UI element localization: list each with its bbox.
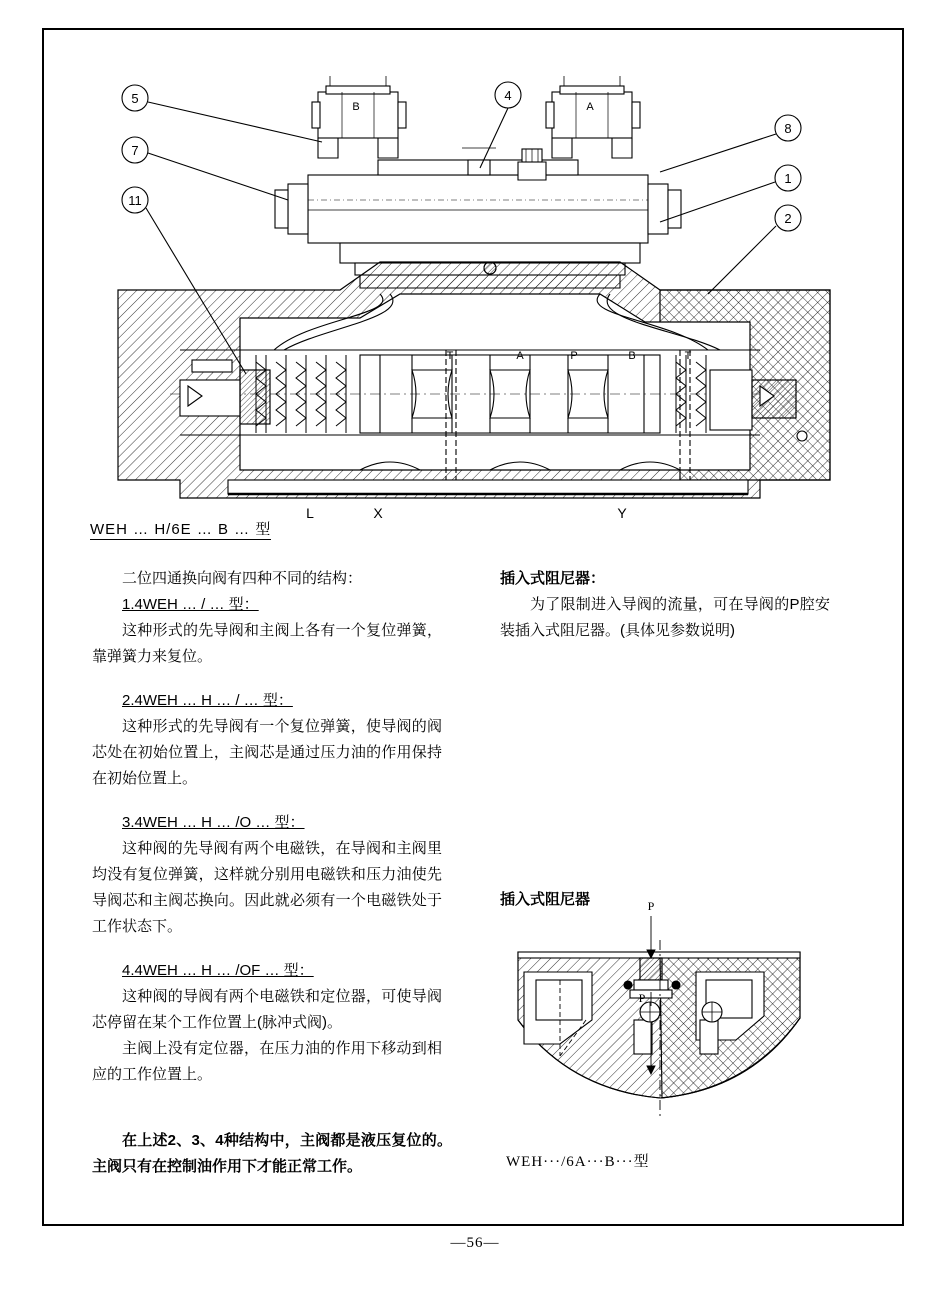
svg-text:B: B bbox=[628, 350, 636, 362]
svg-text:Y: Y bbox=[617, 505, 627, 521]
callout-4: 4 bbox=[504, 88, 512, 103]
callout-8: 8 bbox=[784, 121, 792, 136]
final-note-text: 在上述2、3、4种结构中，主阀都是液压复位的。主阀只有在控制油作用下才能正常工作。 bbox=[92, 1132, 452, 1175]
callout-1: 1 bbox=[784, 171, 792, 186]
svg-text:T: T bbox=[446, 350, 454, 362]
svg-text:L: L bbox=[306, 505, 314, 521]
right-body: 为了限制进入导阀的流量，可在导阀的P腔安装插入式阻尼器。(具体见参数说明) bbox=[500, 596, 830, 639]
damper-figure-title: 插入式阻尼器 bbox=[500, 891, 591, 908]
callout-11: 11 bbox=[128, 193, 142, 208]
callout-2: 2 bbox=[784, 211, 792, 226]
page-number: —56— bbox=[450, 1235, 500, 1251]
damper-figure-caption: WEH···/6A···B···型 bbox=[506, 1154, 650, 1170]
svg-text:P: P bbox=[570, 350, 578, 362]
main-figure-caption bbox=[90, 518, 271, 539]
extra-paragraph: 主阀上没有定位器，在压力油的作用下移动到相应的工作位置上。 bbox=[92, 1040, 442, 1083]
right-heading: 插入式阻尼器： bbox=[500, 570, 606, 587]
damper-label-P-inner: P bbox=[638, 991, 646, 1005]
spacer bbox=[92, 792, 442, 810]
item-1-body: 这种形式的先导阀和主阀上各有一个复位弹簧，靠弹簧力来复位。 bbox=[92, 622, 442, 665]
item-3-title: 3.4WEH … H … /O … 型： bbox=[122, 814, 305, 831]
item-1-title: 1.4WEH … / … 型： bbox=[122, 596, 259, 613]
spacer bbox=[92, 670, 442, 688]
item-2-body: 这种形式的先导阀有一个复位弹簧，使导阀的阀芯处在初始位置上，主阀芯是通过压力油的作用保持在初始位置上。 bbox=[92, 718, 442, 787]
item-2-title: 2.4WEH … H … / … 型： bbox=[122, 692, 293, 709]
svg-text:B: B bbox=[352, 101, 360, 113]
spacer bbox=[92, 940, 442, 958]
item-4-title: 4.4WEH … H … /OF … 型： bbox=[122, 962, 314, 979]
svg-text:A: A bbox=[586, 101, 594, 113]
item-3-body: 这种阀的先导阀有两个电磁铁，在导阀和主阀里均没有复位弹簧，这样就分别用电磁铁和压力油使先导阀芯和主阀芯换向。因此就必须有一个电磁铁处于工作状态下。 bbox=[92, 840, 442, 935]
item-4-body: 这种阀的导阀有两个电磁铁和定位器，可使导阀芯停留在某个工作位置上(脉冲式阀)。 bbox=[92, 988, 442, 1031]
main-valve-cross-section-figure bbox=[60, 50, 890, 530]
svg-text:X: X bbox=[373, 505, 383, 521]
final-note bbox=[92, 1128, 452, 1180]
svg-text:T: T bbox=[684, 350, 692, 362]
damper-label-P-top: P bbox=[647, 899, 655, 913]
left-text-column bbox=[92, 566, 442, 1088]
callout-7: 7 bbox=[131, 143, 139, 158]
callout-5: 5 bbox=[131, 91, 139, 106]
right-text-column bbox=[500, 566, 830, 644]
insert-damper-figure bbox=[500, 880, 830, 1140]
svg-text:A: A bbox=[516, 350, 524, 362]
main-figure-caption-text: WEH … H/6E … B … 型 bbox=[90, 521, 272, 538]
left-heading: 二位四通换向阀有四种不同的结构： bbox=[122, 570, 363, 587]
